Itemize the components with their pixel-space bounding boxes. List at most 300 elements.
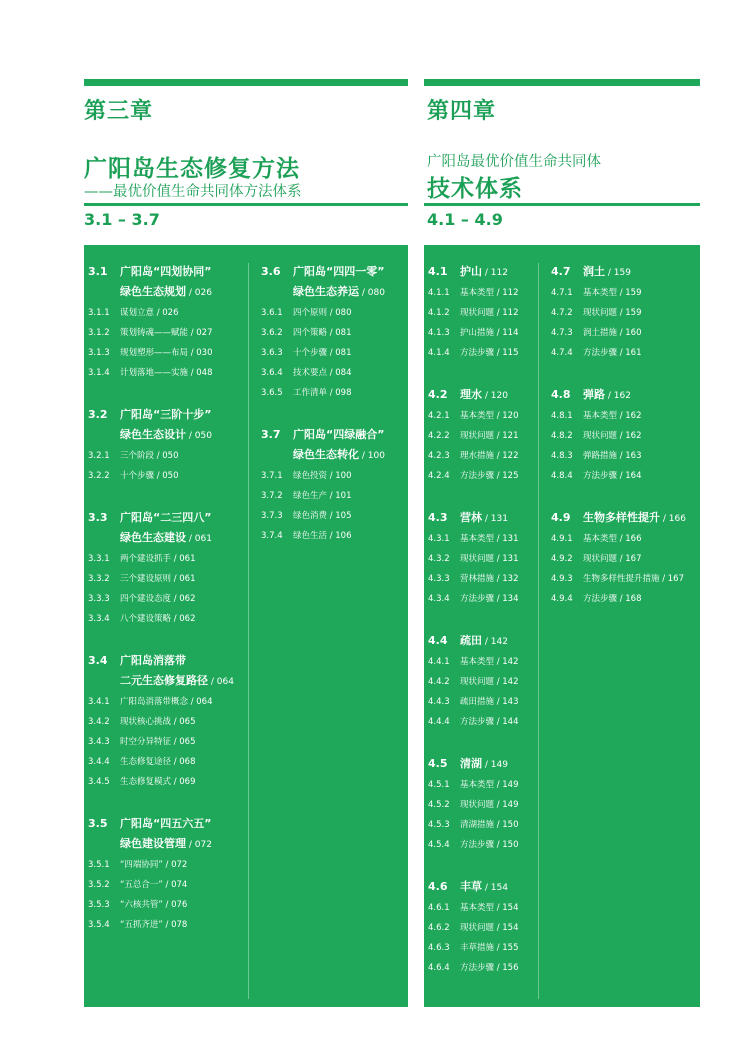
subsection-text: 营林措施 / 132 — [460, 574, 519, 584]
subsection-text: 理水措施 / 122 — [460, 451, 519, 461]
subsection-row — [551, 426, 699, 446]
subsection-number: 3.1.1 — [88, 308, 110, 318]
subsection-number: 3.3.3 — [88, 594, 110, 604]
subsection-text: 现状问题 / 159 — [583, 308, 642, 318]
section-heading-line — [551, 262, 699, 283]
subsection-number: 3.3.4 — [88, 614, 110, 624]
subsection-text: 现状问题 / 112 — [460, 308, 519, 318]
subsection-number: 3.2.2 — [88, 471, 110, 481]
subsection-number: 4.6.4 — [428, 963, 450, 973]
subsection-number: 4.9.3 — [551, 574, 573, 584]
subsection-number: 3.2.1 — [88, 451, 110, 461]
section-page: 100 — [367, 451, 385, 461]
section-page: 166 — [668, 514, 686, 524]
section-number — [88, 282, 120, 303]
section-title — [460, 508, 508, 529]
subsection-number: 3.1.3 — [88, 348, 110, 358]
chapter3-subtitle: ——最优价值生命共同体方法体系 — [84, 184, 302, 200]
subsection-text: 基本类型 / 112 — [460, 288, 519, 298]
subsection-row — [88, 569, 246, 589]
subsection-number: 4.4.3 — [428, 697, 450, 707]
subsection-number: 4.6.2 — [428, 923, 450, 933]
subsection-number: 3.3.2 — [88, 574, 110, 584]
subsection-number: 4.1.2 — [428, 308, 450, 318]
subsection-number: 3.4.5 — [88, 777, 110, 787]
subsection-text: “五抓齐进” / 078 — [120, 920, 188, 930]
subsection-row — [88, 343, 246, 363]
subsection-number: 3.6.5 — [261, 388, 283, 398]
section-page-sep: / — [186, 840, 195, 850]
subsection-number: 4.1.3 — [428, 328, 450, 338]
section-number — [88, 425, 120, 446]
subsection-number: 4.8.1 — [551, 411, 573, 421]
subsection-text: 清湖措施 / 150 — [460, 820, 519, 830]
subsection-text: 策划铸魂——赋能 / 027 — [120, 328, 213, 338]
section-heading-line — [428, 877, 536, 898]
subsection-text: 生态修复模式 / 069 — [120, 777, 196, 787]
subsection-number: 4.7.3 — [551, 328, 573, 338]
subsection-row — [428, 672, 536, 692]
section-title — [583, 262, 631, 283]
subsection-row — [261, 526, 406, 546]
subsection-row — [551, 589, 699, 609]
subsection-row — [428, 466, 536, 486]
section-title — [293, 445, 385, 466]
section-page: 159 — [613, 268, 631, 278]
chapter3-column-divider — [248, 263, 249, 999]
subsection-row — [428, 918, 536, 938]
toc-section — [428, 754, 536, 855]
subsection-row — [551, 446, 699, 466]
section-heading-line — [88, 508, 246, 528]
chapter4-column-divider — [538, 263, 539, 999]
subsection-row — [88, 692, 246, 712]
subsection-row — [428, 835, 536, 855]
section-heading-line — [551, 508, 699, 529]
section-number: 3.2 — [88, 408, 108, 421]
subsection-text: 方法步骤 / 161 — [583, 348, 642, 358]
toc-section — [428, 385, 536, 486]
subsection-row — [261, 363, 406, 383]
section-title-text: 广阳岛“四划协同” — [120, 265, 212, 278]
subsection-number: 4.4.1 — [428, 657, 450, 667]
section-page: 154 — [490, 883, 508, 893]
chapter4-column-1 — [428, 262, 536, 1000]
section-title-text: 护山 — [460, 265, 482, 278]
toc-section — [428, 877, 536, 978]
section-heading-line — [88, 671, 246, 692]
subsection-row — [428, 446, 536, 466]
subsection-text: 绿色投资 / 100 — [293, 471, 352, 481]
subsection-number: 3.6.4 — [261, 368, 283, 378]
chapter4-title: 技术体系 — [427, 176, 523, 202]
subsection-text: 方法步骤 / 168 — [583, 594, 642, 604]
toc-section — [551, 508, 699, 609]
section-page-sep: / — [186, 431, 195, 441]
subsection-row — [551, 343, 699, 363]
subsection-text: 方法步骤 / 144 — [460, 717, 519, 727]
subsection-number: 4.8.2 — [551, 431, 573, 441]
subsection-text: 方法步骤 / 134 — [460, 594, 519, 604]
subsection-row — [428, 958, 536, 978]
subsection-row — [261, 466, 406, 486]
subsection-number: 4.9.4 — [551, 594, 573, 604]
subsection-row — [88, 363, 246, 383]
subsection-text: 工作清单 / 098 — [293, 388, 352, 398]
section-title-text: 绿色生态养运 — [293, 285, 359, 298]
section-number: 4.3 — [428, 511, 448, 524]
section-title-text: 广阳岛“四四一零” — [293, 265, 385, 278]
subsection-text: 时空分异特征 / 065 — [120, 737, 196, 747]
section-title — [120, 262, 211, 282]
subsection-row — [428, 323, 536, 343]
subsection-row — [261, 323, 406, 343]
section-title — [120, 671, 234, 692]
subsection-text: 绿色生产 / 101 — [293, 491, 352, 501]
section-title-text: 绿色生态规划 — [120, 285, 186, 298]
section-page-sep: / — [482, 637, 491, 647]
subsection-number: 4.3.4 — [428, 594, 450, 604]
subsection-text: 基本类型 / 120 — [460, 411, 519, 421]
subsection-row — [88, 712, 246, 732]
section-page: 072 — [194, 840, 212, 850]
section-heading-line — [88, 651, 246, 671]
subsection-row — [88, 446, 246, 466]
section-number: 3.1 — [88, 265, 108, 278]
subsection-number: 4.4.2 — [428, 677, 450, 687]
section-number: 3.3 — [88, 511, 108, 524]
subsection-number: 4.3.3 — [428, 574, 450, 584]
subsection-number: 4.1.1 — [428, 288, 450, 298]
section-heading-line — [428, 385, 536, 406]
section-heading-line — [261, 445, 406, 466]
toc-section — [88, 814, 246, 935]
chapter4-top-bar — [424, 79, 700, 86]
section-heading-line — [261, 425, 406, 445]
subsection-number: 4.5.2 — [428, 800, 450, 810]
subsection-text: 三个建设原则 / 061 — [120, 574, 196, 584]
section-heading-line — [88, 282, 246, 303]
section-title — [120, 651, 186, 671]
section-number — [88, 671, 120, 692]
subsection-number: 4.1.4 — [428, 348, 450, 358]
section-page: 120 — [490, 391, 508, 401]
section-number: 4.7 — [551, 265, 571, 278]
chapter4-column-2 — [551, 262, 699, 631]
subsection-row — [428, 938, 536, 958]
chapter3-column-1 — [88, 262, 246, 957]
subsection-row — [261, 506, 406, 526]
subsection-number: 3.6.2 — [261, 328, 283, 338]
subsection-row — [88, 855, 246, 875]
section-page: 080 — [367, 288, 385, 298]
subsection-text: 现状问题 / 142 — [460, 677, 519, 687]
section-title-text: 丰草 — [460, 880, 482, 893]
section-title — [460, 262, 508, 283]
section-title — [460, 385, 508, 406]
subsection-text: 现状问题 / 149 — [460, 800, 519, 810]
section-heading-line — [88, 262, 246, 282]
section-title — [120, 528, 212, 549]
subsection-text: 弹路措施 / 163 — [583, 451, 642, 461]
subsection-row — [428, 815, 536, 835]
subsection-number: 4.7.2 — [551, 308, 573, 318]
section-title-text: 绿色建设管理 — [120, 837, 186, 850]
subsection-text: 丰草措施 / 155 — [460, 943, 519, 953]
subsection-text: 基本类型 / 166 — [583, 534, 642, 544]
subsection-number: 3.4.3 — [88, 737, 110, 747]
subsection-number: 4.6.3 — [428, 943, 450, 953]
chapter3-column-2 — [261, 262, 406, 568]
chapter4-range: 4.1 – 4.9 — [427, 210, 503, 229]
subsection-row — [428, 589, 536, 609]
chapter3-label: 第三章 — [84, 99, 154, 124]
section-page: 142 — [490, 637, 508, 647]
section-page-sep: / — [208, 677, 217, 687]
subsection-row — [261, 383, 406, 403]
section-heading-line — [88, 405, 246, 425]
section-page: 112 — [490, 268, 508, 278]
subsection-row — [551, 529, 699, 549]
subsection-row — [551, 406, 699, 426]
section-heading-line — [261, 282, 406, 303]
section-title — [120, 814, 211, 834]
subsection-row — [88, 752, 246, 772]
subsection-row — [261, 303, 406, 323]
subsection-text: 绿色消费 / 105 — [293, 511, 352, 521]
section-page-sep: / — [359, 288, 368, 298]
subsection-row — [88, 875, 246, 895]
chapter3-top-bar — [84, 79, 408, 86]
section-title-text: 广阳岛消落带 — [120, 654, 186, 667]
subsection-number: 3.7.1 — [261, 471, 283, 481]
section-number — [88, 834, 120, 855]
subsection-row — [88, 895, 246, 915]
chapter3-title: 广阳岛生态修复方法 — [84, 156, 300, 182]
section-heading-line — [88, 834, 246, 855]
subsection-row — [261, 486, 406, 506]
section-page: 061 — [194, 534, 212, 544]
subsection-number: 3.3.1 — [88, 554, 110, 564]
section-number: 3.5 — [88, 817, 108, 830]
subsection-text: 现状问题 / 131 — [460, 554, 519, 564]
section-title-text: 理水 — [460, 388, 482, 401]
section-number — [261, 445, 293, 466]
subsection-number: 3.5.3 — [88, 900, 110, 910]
section-number — [261, 282, 293, 303]
section-page-sep: / — [605, 268, 614, 278]
subsection-text: “六核共管” / 076 — [120, 900, 188, 910]
section-title — [293, 282, 385, 303]
toc-section — [428, 631, 536, 732]
subsection-text: 基本类型 / 131 — [460, 534, 519, 544]
section-page-sep: / — [605, 391, 614, 401]
section-page-sep: / — [359, 451, 368, 461]
subsection-text: 谋划立意 / 026 — [120, 308, 179, 318]
section-title — [120, 834, 212, 855]
section-title-text: 润土 — [583, 265, 605, 278]
subsection-text: 基本类型 / 159 — [583, 288, 642, 298]
toc-section — [261, 425, 406, 546]
subsection-number: 3.7.3 — [261, 511, 283, 521]
toc-section — [551, 385, 699, 486]
subsection-row — [428, 712, 536, 732]
subsection-number: 3.1.2 — [88, 328, 110, 338]
subsection-text: 四个建设态度 / 062 — [120, 594, 196, 604]
section-page: 131 — [490, 514, 508, 524]
subsection-text: 基本类型 / 142 — [460, 657, 519, 667]
section-heading-line — [551, 385, 699, 406]
section-page-sep: / — [482, 883, 491, 893]
subsection-text: 规划塑形——布局 / 030 — [120, 348, 213, 358]
section-page: 064 — [216, 677, 234, 687]
subsection-text: “四端协同” / 072 — [120, 860, 188, 870]
subsection-row — [428, 283, 536, 303]
subsection-row — [88, 609, 246, 629]
subsection-number: 4.2.2 — [428, 431, 450, 441]
subsection-number: 3.4.1 — [88, 697, 110, 707]
section-title — [583, 508, 686, 529]
subsection-text: 方法步骤 / 164 — [583, 471, 642, 481]
section-number — [88, 528, 120, 549]
section-title-text: 广阳岛“三阶十步” — [120, 408, 212, 421]
subsection-number: 4.5.3 — [428, 820, 450, 830]
subsection-text: 护山措施 / 114 — [460, 328, 519, 338]
subsection-text: 生物多样性提升措施 / 167 — [583, 574, 684, 584]
section-heading-line — [428, 631, 536, 652]
section-title — [120, 282, 212, 303]
section-title — [120, 508, 211, 528]
subsection-text: 基本类型 / 162 — [583, 411, 642, 421]
subsection-row — [551, 283, 699, 303]
subsection-row — [88, 915, 246, 935]
subsection-text: 广阳岛消落带概念 / 064 — [120, 697, 213, 707]
subsection-text: 十个步骤 / 050 — [120, 471, 179, 481]
subsection-number: 4.7.4 — [551, 348, 573, 358]
subsection-row — [428, 692, 536, 712]
section-title-text: 广阳岛“四五六五” — [120, 817, 212, 830]
section-number: 4.1 — [428, 265, 448, 278]
subsection-number: 4.8.4 — [551, 471, 573, 481]
section-title — [120, 425, 212, 446]
subsection-number: 4.2.3 — [428, 451, 450, 461]
toc-section — [88, 405, 246, 486]
subsection-row — [551, 323, 699, 343]
subsection-text: 基本类型 / 149 — [460, 780, 519, 790]
subsection-number: 3.7.4 — [261, 531, 283, 541]
toc-section — [88, 651, 246, 792]
subsection-number: 3.7.2 — [261, 491, 283, 501]
section-title-text: 绿色生态转化 — [293, 448, 359, 461]
section-page-sep: / — [660, 514, 669, 524]
subsection-row — [428, 569, 536, 589]
subsection-text: “五总合一” / 074 — [120, 880, 188, 890]
section-number: 4.5 — [428, 757, 448, 770]
subsection-number: 4.8.3 — [551, 451, 573, 461]
section-title-text: 广阳岛“四绿融合” — [293, 428, 385, 441]
subsection-number: 3.5.4 — [88, 920, 110, 930]
chapter3-rule — [84, 203, 408, 206]
toc-section — [88, 508, 246, 629]
section-title-text: 广阳岛“二三四八” — [120, 511, 212, 524]
subsection-number: 3.1.4 — [88, 368, 110, 378]
section-heading-line — [428, 754, 536, 775]
subsection-number: 3.5.2 — [88, 880, 110, 890]
section-heading-line — [261, 262, 406, 282]
subsection-row — [428, 775, 536, 795]
subsection-row — [428, 529, 536, 549]
subsection-row — [88, 772, 246, 792]
subsection-text: 八个建设策略 / 062 — [120, 614, 196, 624]
section-page-sep: / — [186, 288, 195, 298]
subsection-row — [551, 569, 699, 589]
section-title — [460, 754, 508, 775]
section-page-sep: / — [482, 268, 491, 278]
section-number: 4.2 — [428, 388, 448, 401]
subsection-number: 3.4.4 — [88, 757, 110, 767]
section-number: 4.6 — [428, 880, 448, 893]
section-title-text: 生物多样性提升 — [583, 511, 660, 524]
subsection-row — [551, 466, 699, 486]
chapter4-rule — [424, 203, 700, 206]
subsection-number: 3.6.3 — [261, 348, 283, 358]
toc-section — [551, 262, 699, 363]
subsection-row — [88, 466, 246, 486]
subsection-number: 4.3.1 — [428, 534, 450, 544]
subsection-number: 4.7.1 — [551, 288, 573, 298]
subsection-row — [428, 898, 536, 918]
section-page-sep: / — [482, 391, 491, 401]
subsection-number: 3.5.1 — [88, 860, 110, 870]
section-page-sep: / — [482, 760, 491, 770]
subsection-row — [88, 323, 246, 343]
subsection-text: 现状问题 / 121 — [460, 431, 519, 441]
section-number: 3.7 — [261, 428, 281, 441]
subsection-number: 3.4.2 — [88, 717, 110, 727]
section-number: 4.9 — [551, 511, 571, 524]
section-heading-line — [88, 814, 246, 834]
subsection-row — [428, 426, 536, 446]
subsection-row — [428, 549, 536, 569]
subsection-text: 现状问题 / 167 — [583, 554, 642, 564]
section-title — [293, 262, 384, 282]
section-title-text: 二元生态修复路径 — [120, 674, 208, 687]
subsection-text: 现状核心挑战 / 065 — [120, 717, 196, 727]
section-page: 149 — [490, 760, 508, 770]
subsection-row — [428, 303, 536, 323]
subsection-text: 方法步骤 / 125 — [460, 471, 519, 481]
subsection-row — [428, 795, 536, 815]
subsection-row — [88, 303, 246, 323]
subsection-text: 现状问题 / 162 — [583, 431, 642, 441]
subsection-number: 4.4.4 — [428, 717, 450, 727]
subsection-text: 疏田措施 / 143 — [460, 697, 519, 707]
chapter4-label: 第四章 — [427, 99, 497, 124]
subsection-text: 基本类型 / 154 — [460, 903, 519, 913]
section-page-sep: / — [186, 534, 195, 544]
section-title — [460, 877, 508, 898]
subsection-row — [88, 732, 246, 752]
section-heading-line — [88, 528, 246, 549]
toc-section — [261, 262, 406, 403]
subsection-text: 方法步骤 / 156 — [460, 963, 519, 973]
subsection-number: 4.9.1 — [551, 534, 573, 544]
subsection-text: 四个原则 / 080 — [293, 308, 352, 318]
subsection-text: 生态修复途径 / 068 — [120, 757, 196, 767]
subsection-number: 4.2.1 — [428, 411, 450, 421]
subsection-text: 方法步骤 / 150 — [460, 840, 519, 850]
subsection-text: 润土措施 / 160 — [583, 328, 642, 338]
